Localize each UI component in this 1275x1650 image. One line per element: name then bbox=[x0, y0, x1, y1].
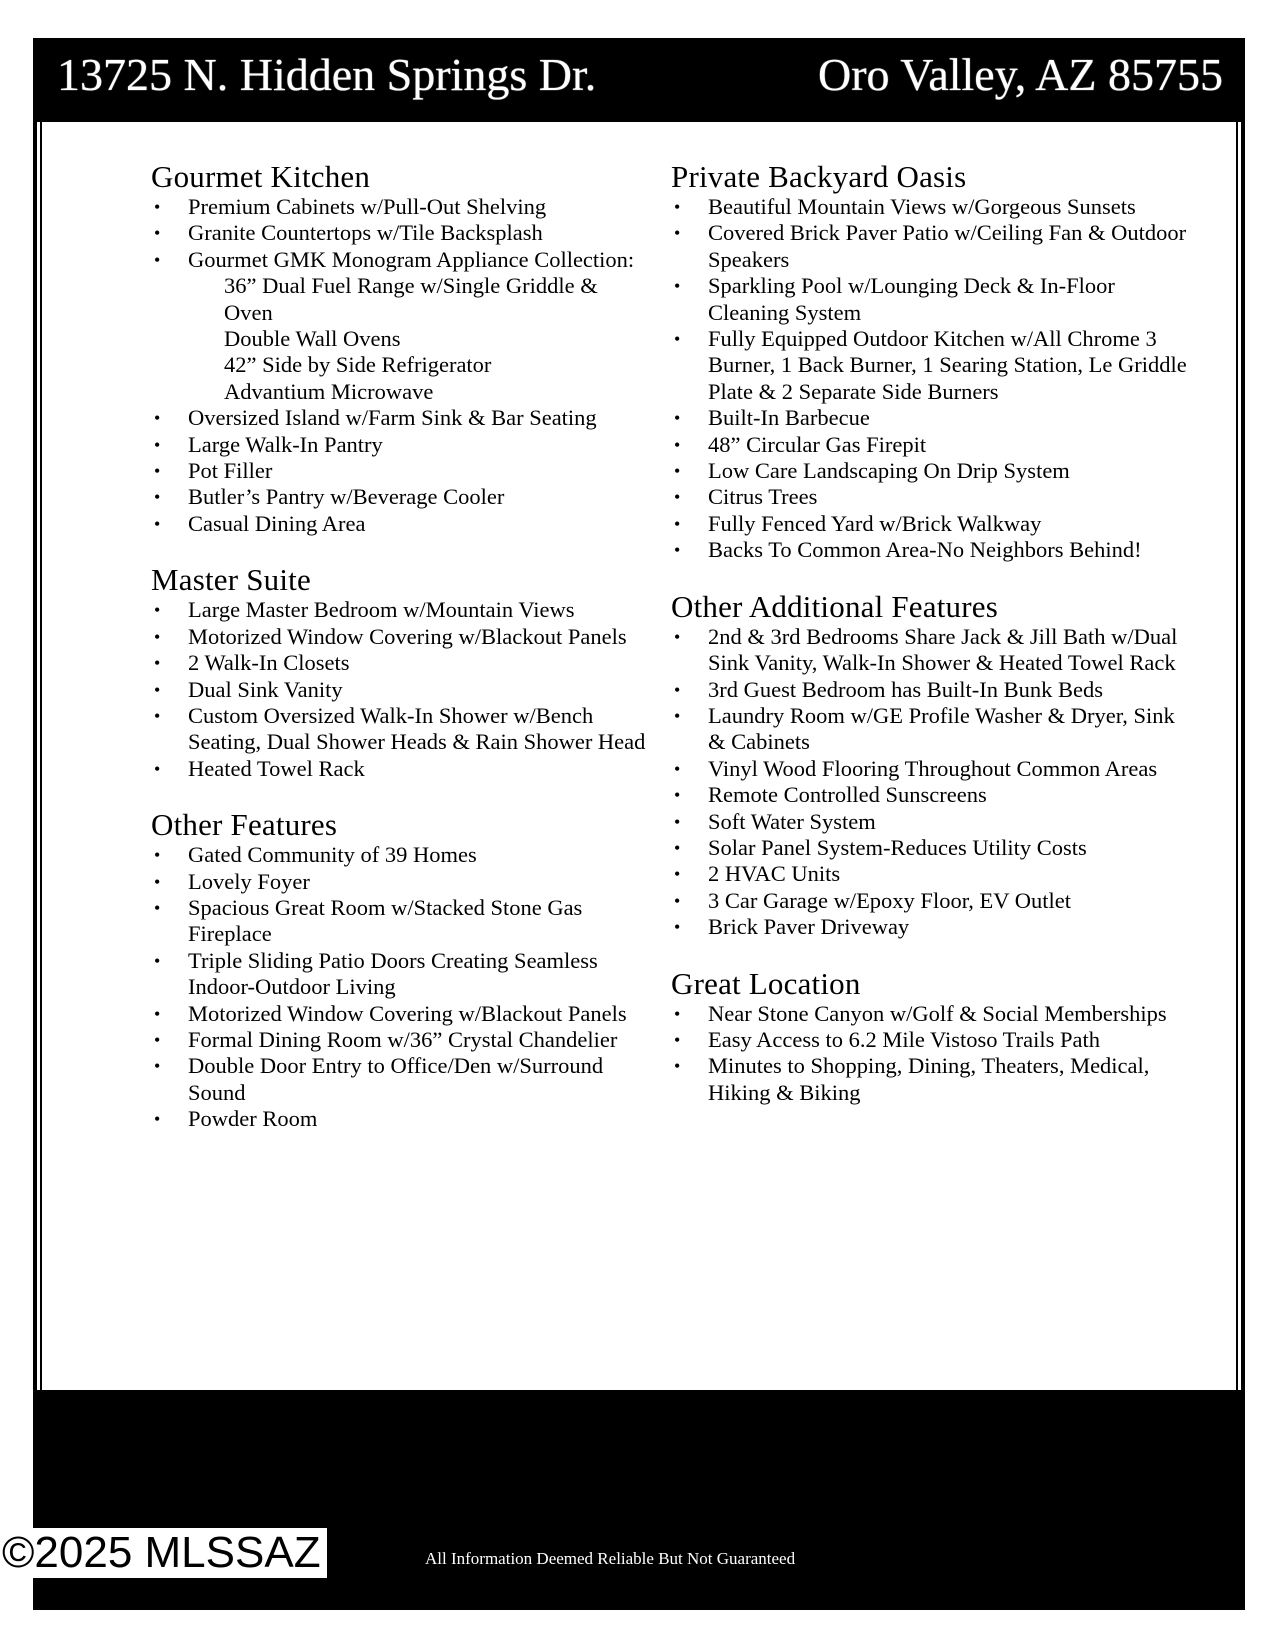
list-item: • 3 Car Garage w/Epoxy Floor, EV Outlet bbox=[674, 887, 1071, 913]
list-item: • Powder Room bbox=[154, 1106, 318, 1132]
bullet-icon: • bbox=[154, 249, 161, 270]
list-item: • Vinyl Wood Flooring Throughout Common Areas bbox=[674, 755, 1158, 781]
feature-list bbox=[151, 597, 651, 782]
list-item: • Casual Dining Area bbox=[154, 510, 366, 536]
list-item: • Built-In Barbecue bbox=[674, 405, 870, 431]
bullet-icon: • bbox=[154, 408, 161, 429]
bullet-icon: • bbox=[154, 223, 161, 244]
section-private-backyard-oasis bbox=[671, 160, 1191, 564]
bullet-icon: • bbox=[154, 871, 161, 892]
section-title: Other Additional Features bbox=[671, 588, 998, 624]
bullet-icon: • bbox=[674, 1056, 681, 1077]
bullet-icon: • bbox=[674, 276, 681, 297]
list-item: • Citrus Trees bbox=[674, 484, 818, 510]
feature-list bbox=[671, 1001, 1191, 1107]
border-line-right-inner bbox=[1236, 122, 1238, 1390]
list-item: • Beautiful Mountain Views w/Gorgeous Sunsets bbox=[674, 194, 1136, 219]
feature-list bbox=[671, 194, 1191, 564]
sub-list-item: Advantium Microwave bbox=[224, 378, 434, 404]
list-item: • 2 HVAC Units bbox=[674, 861, 841, 887]
address-header bbox=[33, 38, 1245, 122]
bullet-icon: • bbox=[674, 487, 681, 508]
list-item: • Motorized Window Covering w/Blackout Panels bbox=[154, 623, 627, 649]
section-other-features bbox=[151, 808, 651, 1132]
bullet-icon: • bbox=[154, 434, 161, 455]
border-line-left-outer bbox=[33, 122, 37, 1390]
bullet-icon: • bbox=[154, 950, 161, 971]
section-other-additional-features bbox=[671, 590, 1191, 941]
section-title: Master Suite bbox=[151, 562, 311, 598]
bullet-icon: • bbox=[674, 223, 681, 244]
feature-list bbox=[151, 194, 651, 537]
copyright-watermark: ©2025 MLSSAZ bbox=[0, 1528, 327, 1578]
list-item: • Covered Brick Paver Patio w/Ceiling Fan & Outdoor Speakers bbox=[674, 220, 1187, 272]
bullet-icon: • bbox=[154, 513, 161, 534]
bullet-icon: • bbox=[154, 626, 161, 647]
bullet-icon: • bbox=[154, 461, 161, 482]
bullet-icon: • bbox=[674, 679, 681, 700]
bullet-icon: • bbox=[674, 705, 681, 726]
bullet-icon: • bbox=[674, 408, 681, 429]
list-item: • Remote Controlled Sunscreens bbox=[674, 782, 987, 808]
bullet-icon: • bbox=[154, 197, 161, 217]
bullet-icon: • bbox=[674, 1003, 681, 1024]
section-gourmet-kitchen bbox=[151, 160, 651, 537]
list-item: • Triple Sliding Patio Doors Creating Seamless Indoor-Outdoor Living bbox=[154, 947, 598, 1000]
bullet-icon: • bbox=[154, 653, 161, 674]
bullet-icon: • bbox=[154, 487, 161, 508]
list-item: • 2 Walk-In Closets bbox=[154, 650, 350, 676]
list-item: • Motorized Window Covering w/Blackout Panels bbox=[154, 1000, 627, 1026]
list-item: • Formal Dining Room w/36” Crystal Chandelier bbox=[154, 1026, 618, 1052]
bullet-icon: • bbox=[154, 1029, 161, 1050]
list-item: • Gated Community of 39 Homes bbox=[154, 842, 477, 868]
list-item: • Fully Fenced Yard w/Brick Walkway bbox=[674, 510, 1042, 536]
list-item: • Butler’s Pantry w/Beverage Cooler bbox=[154, 484, 505, 510]
bullet-icon: • bbox=[674, 540, 681, 561]
bullet-icon: • bbox=[674, 837, 681, 858]
list-item: • Granite Countertops w/Tile Backsplash bbox=[154, 220, 543, 246]
bullet-icon: • bbox=[154, 897, 161, 918]
list-item: • Easy Access to 6.2 Mile Vistoso Trails Path bbox=[674, 1026, 1101, 1052]
bullet-icon: • bbox=[154, 758, 161, 779]
list-item: • Low Care Landscaping On Drip System bbox=[674, 458, 1070, 484]
section-title: Other Features bbox=[151, 807, 338, 843]
bullet-icon: • bbox=[674, 197, 681, 217]
bullet-icon: • bbox=[674, 864, 681, 885]
list-item: • Laundry Room w/GE Profile Washer & Dryer, Sink & Cabinets bbox=[674, 702, 1175, 755]
bullet-icon: • bbox=[674, 461, 681, 482]
bullet-icon: • bbox=[674, 434, 681, 455]
list-item: • 2nd & 3rd Bedrooms Share Jack & Jill Bath w/Dual Sink Vanity, Walk-In Shower & Heated Towel Rack bbox=[674, 623, 1178, 676]
list-item: • Large Master Bedroom w/Mountain Views bbox=[154, 597, 575, 623]
bullet-icon: • bbox=[154, 1109, 161, 1130]
features-panel bbox=[33, 122, 1245, 1390]
list-item: • Large Walk-In Pantry bbox=[154, 431, 383, 457]
disclaimer-text: All Information Deemed Reliable But Not Guaranteed bbox=[425, 1549, 796, 1568]
list-item: • Near Stone Canyon w/Golf & Social Memberships bbox=[674, 1000, 1167, 1026]
sub-list-item: 42” Side by Side Refrigerator bbox=[224, 352, 492, 378]
list-item: • Premium Cabinets w/Pull-Out Shelving bbox=[154, 194, 547, 219]
list-item: • Soft Water System bbox=[674, 808, 876, 834]
list-item: • Dual Sink Vanity bbox=[154, 676, 343, 702]
bullet-icon: • bbox=[674, 811, 681, 832]
street-address: 13725 N. Hidden Springs Dr. bbox=[57, 49, 597, 100]
bullet-icon: • bbox=[154, 600, 161, 621]
list-item: • 3rd Guest Bedroom has Built-In Bunk Beds bbox=[674, 676, 1103, 702]
list-item: • 48” Circular Gas Firepit bbox=[674, 431, 927, 457]
section-title: Great Location bbox=[671, 965, 861, 1001]
bullet-icon: • bbox=[674, 917, 681, 938]
bullet-icon: • bbox=[674, 513, 681, 534]
list-item: • Gourmet GMK Monogram Appliance Collection: 36” Dual Fuel Range w/Single Griddle & Oven Double Wall Ovens 42” Side by Side Refrigerator Advantium Microwave bbox=[151, 247, 651, 405]
list-item: • Spacious Great Room w/Stacked Stone Gas Fireplace bbox=[154, 894, 583, 947]
list-item: • Brick Paver Driveway bbox=[674, 914, 910, 940]
list-item: • Double Door Entry to Office/Den w/Surround Sound bbox=[154, 1053, 604, 1105]
section-master-suite bbox=[151, 563, 651, 782]
right-column bbox=[671, 160, 1191, 1132]
section-title: Gourmet Kitchen bbox=[151, 159, 371, 194]
list-item: • Sparkling Pool w/Lounging Deck & In-Floor Cleaning System bbox=[674, 273, 1115, 325]
city-state-zip: Oro Valley, AZ 85755 bbox=[817, 49, 1223, 100]
list-item: • Backs To Common Area-No Neighbors Behind! bbox=[674, 537, 1142, 563]
left-column bbox=[151, 160, 651, 1159]
bullet-icon: • bbox=[154, 845, 161, 866]
feature-list bbox=[151, 842, 651, 1132]
bullet-icon: • bbox=[154, 679, 161, 700]
list-item: • Custom Oversized Walk-In Shower w/Bench Seating, Dual Shower Heads & Rain Shower Head bbox=[154, 702, 646, 755]
list-item: • Solar Panel System-Reduces Utility Costs bbox=[674, 834, 1087, 860]
border-line-right-outer bbox=[1241, 122, 1245, 1390]
list-item: • Pot Filler bbox=[154, 458, 273, 484]
section-great-location bbox=[671, 967, 1191, 1107]
bullet-icon: • bbox=[154, 705, 161, 726]
bullet-icon: • bbox=[674, 758, 681, 779]
list-item: • Oversized Island w/Farm Sink & Bar Seating bbox=[154, 405, 597, 431]
sub-list-item: 36” Dual Fuel Range w/Single Griddle & Oven bbox=[224, 273, 598, 325]
bullet-icon: • bbox=[674, 785, 681, 806]
bullet-icon: • bbox=[154, 1003, 161, 1024]
sub-list-item: Double Wall Ovens bbox=[224, 326, 401, 352]
border-line-left-inner bbox=[40, 122, 42, 1390]
list-item: • Heated Towel Rack bbox=[154, 755, 365, 781]
appliance-sublist bbox=[188, 273, 651, 405]
list-item: • Minutes to Shopping, Dining, Theaters, Medical, Hiking & Biking bbox=[674, 1053, 1150, 1105]
feature-list bbox=[671, 624, 1191, 941]
section-title: Private Backyard Oasis bbox=[671, 159, 967, 194]
list-item: • Lovely Foyer bbox=[154, 868, 310, 894]
bullet-icon: • bbox=[674, 890, 681, 911]
bullet-icon: • bbox=[674, 626, 681, 647]
list-item: • Fully Equipped Outdoor Kitchen w/All Chrome 3 Burner, 1 Back Burner, 1 Searing Station, Le Griddle Plate & 2 Separate Side Burners bbox=[674, 326, 1187, 404]
bullet-icon: • bbox=[674, 1029, 681, 1050]
bullet-icon: • bbox=[154, 1056, 161, 1077]
bullet-icon: • bbox=[674, 329, 681, 350]
